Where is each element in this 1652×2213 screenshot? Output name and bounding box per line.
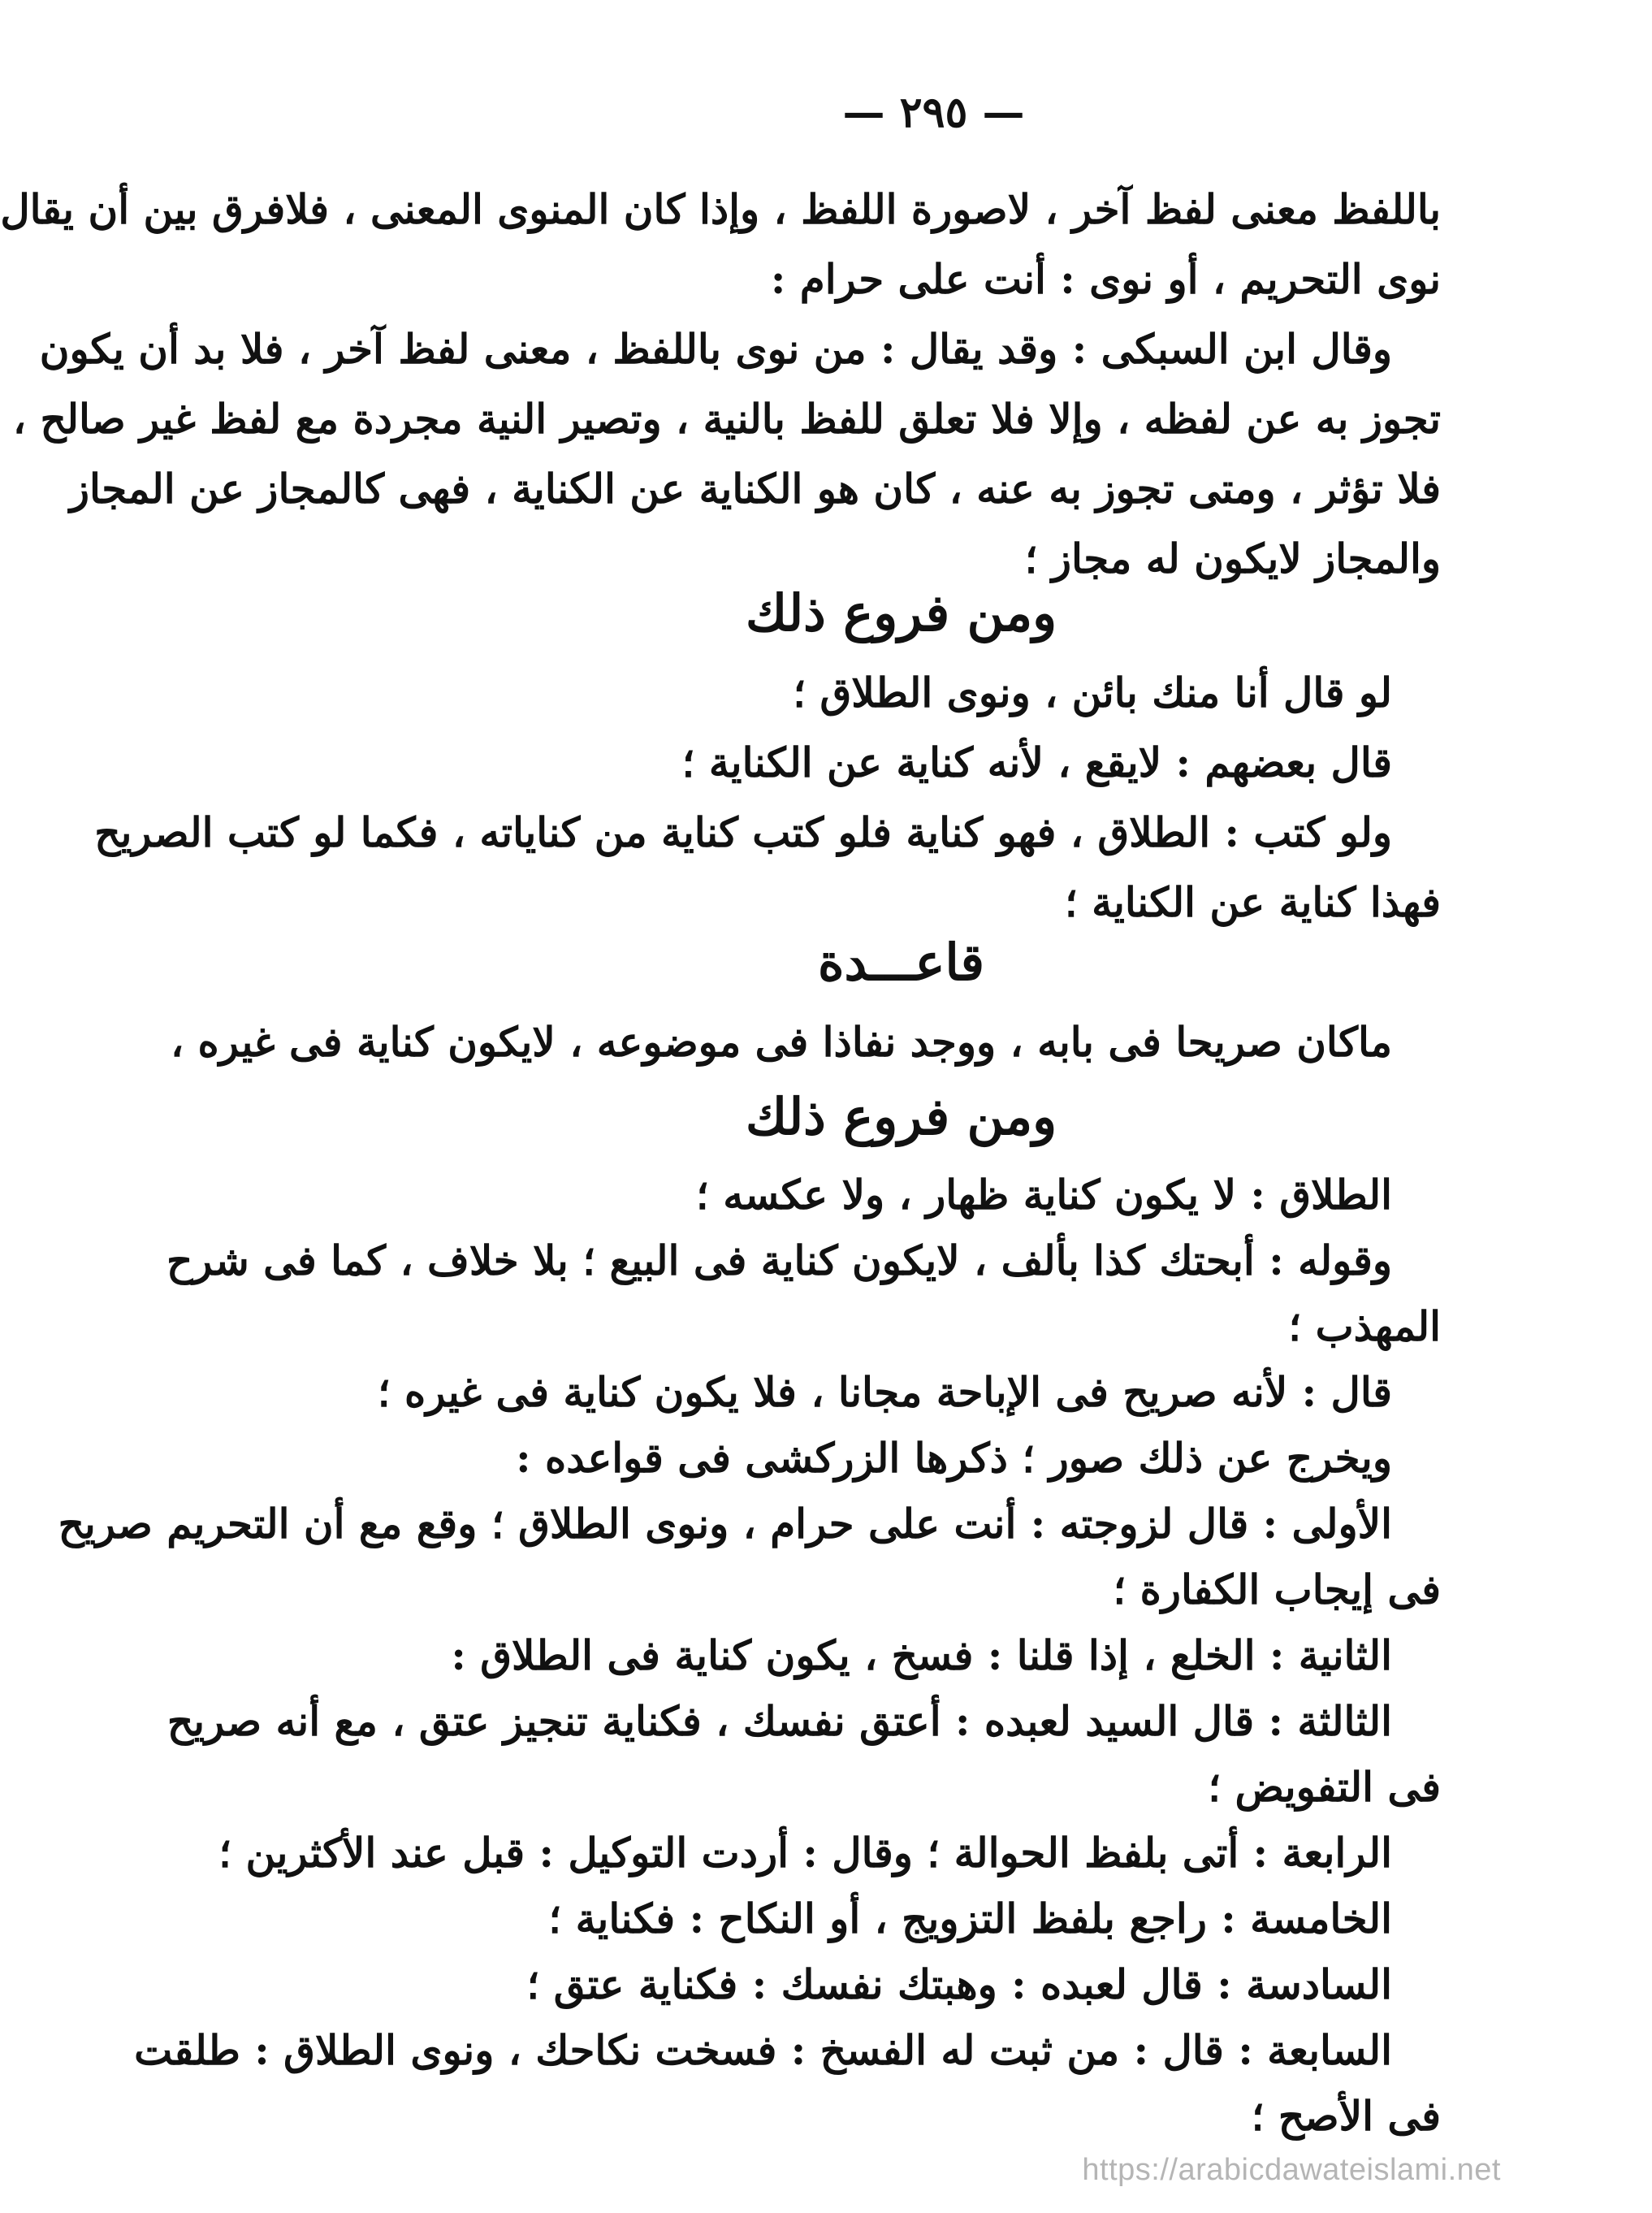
section-heading-1-wrapper [361,569,1441,658]
text-line: الثانية : الخلع ، إذا قلنا : فسخ ، يكون كناية فى الطلاق : [451,1631,1392,1679]
text-line: وقال ابن السبكى : وقد يقال : من نوى باللفظ ، معنى لفظ آخر ، فلا بد أن يكون [39,325,1392,373]
text-line: باللفظ معنى لفظ آخر ، لاصورة اللفظ ، وإذا كان المنوى المعنى ، فلافرق بين أن يقال [0,185,1441,233]
text-line: السابعة : قال : من ثبت له الفسخ : فسخت نكاحك ، ونوى الطلاق : طلقت [134,2026,1392,2074]
text-line: ولو كتب : الطلاق ، فهو كناية فلو كتب كناية من كناياته ، فكما لو كتب الصريح [94,808,1392,856]
text-line: الرابعة : أتى بلفظ الحوالة ؛ وقال : أردت التوكيل : قبل عند الأكثرين ؛ [218,1829,1392,1877]
text-line: فى الأصح ؛ [1251,2092,1441,2140]
text-line: فلا تؤثر ، ومتى تجوز به عنه ، كان هو الكناية عن الكناية ، فهى كالمجاز عن المجاز [69,465,1441,513]
section-heading-2-wrapper [361,1072,1441,1162]
watermark-url: https://arabicdawateislami.net [1082,2153,1501,2187]
section-heading: ومن فروع ذلك [745,1087,1057,1146]
rule-paragraph [170,1007,1441,1077]
text-line: فهذا كناية عن الكناية ؛ [1064,878,1441,926]
text-line: نوى التحريم ، أو نوى : أنت على حرام : [770,255,1441,303]
text-line: السادسة : قال لعبده : وهبتك نفسك : فكناية عتق ؛ [526,1960,1392,2008]
text-line: فى التفويض ؛ [1208,1763,1441,1811]
text-line: الطلاق : لا يكون كناية ظهار ، ولا عكسه ؛ [695,1171,1392,1219]
rule-heading-wrapper [361,918,1441,1007]
text-line: الخامسة : راجع بلفظ التزويج ، أو النكاح : فكناية ؛ [548,1895,1392,1942]
text-line: وقوله : أبحتك كذا بألف ، لايكون كناية فى البيع ؛ بلا خلاف ، كما فى شرح [166,1236,1392,1284]
rule-heading: قاعـــدة [817,933,985,992]
branches-paragraph-2 [58,1162,1441,2149]
branches-paragraph-1 [94,658,1441,938]
text-line: المهذب ؛ [1288,1302,1441,1350]
text-line: قال بعضهم : لايقع ، لأنه كناية عن الكناية ؛ [681,738,1392,786]
text-line: تجوز به عن لفظه ، وإلا فلا تعلق للفظ بالنية ، وتصير النية مجردة مع لفظ غير صالح ، [12,395,1441,443]
text-line: الأولى : قال لزوجته : أنت على حرام ، ونوى الطلاق ؛ وقع مع أن التحريم صريح [58,1500,1392,1548]
text-line: ويخرج عن ذلك صور ؛ ذكرها الزركشى فى قواعده : [516,1434,1392,1482]
page-number: — ٢٩٥ — [842,88,1025,137]
text-line: الثالثة : قال السيد لعبده : أعتق نفسك ، فكناية تنجيز عتق ، مع أنه صريح [166,1697,1392,1745]
text-line: فى إيجاب الكفارة ؛ [1113,1566,1441,1613]
opening-paragraph [0,175,1441,594]
section-heading: ومن فروع ذلك [745,583,1057,643]
text-line: لو قال أنا منك بائن ، ونوى الطلاق ؛ [793,669,1392,717]
text-line: والمجاز لايكون له مجاز ؛ [1024,535,1441,582]
text-line: قال : لأنه صريح فى الإباحة مجانا ، فلا يكون كناية فى غيره ؛ [377,1368,1392,1416]
text-line: ماكان صريحا فى بابه ، ووجد نفاذا فى موضوعه ، لايكون كناية فى غيره ، [170,1018,1392,1066]
